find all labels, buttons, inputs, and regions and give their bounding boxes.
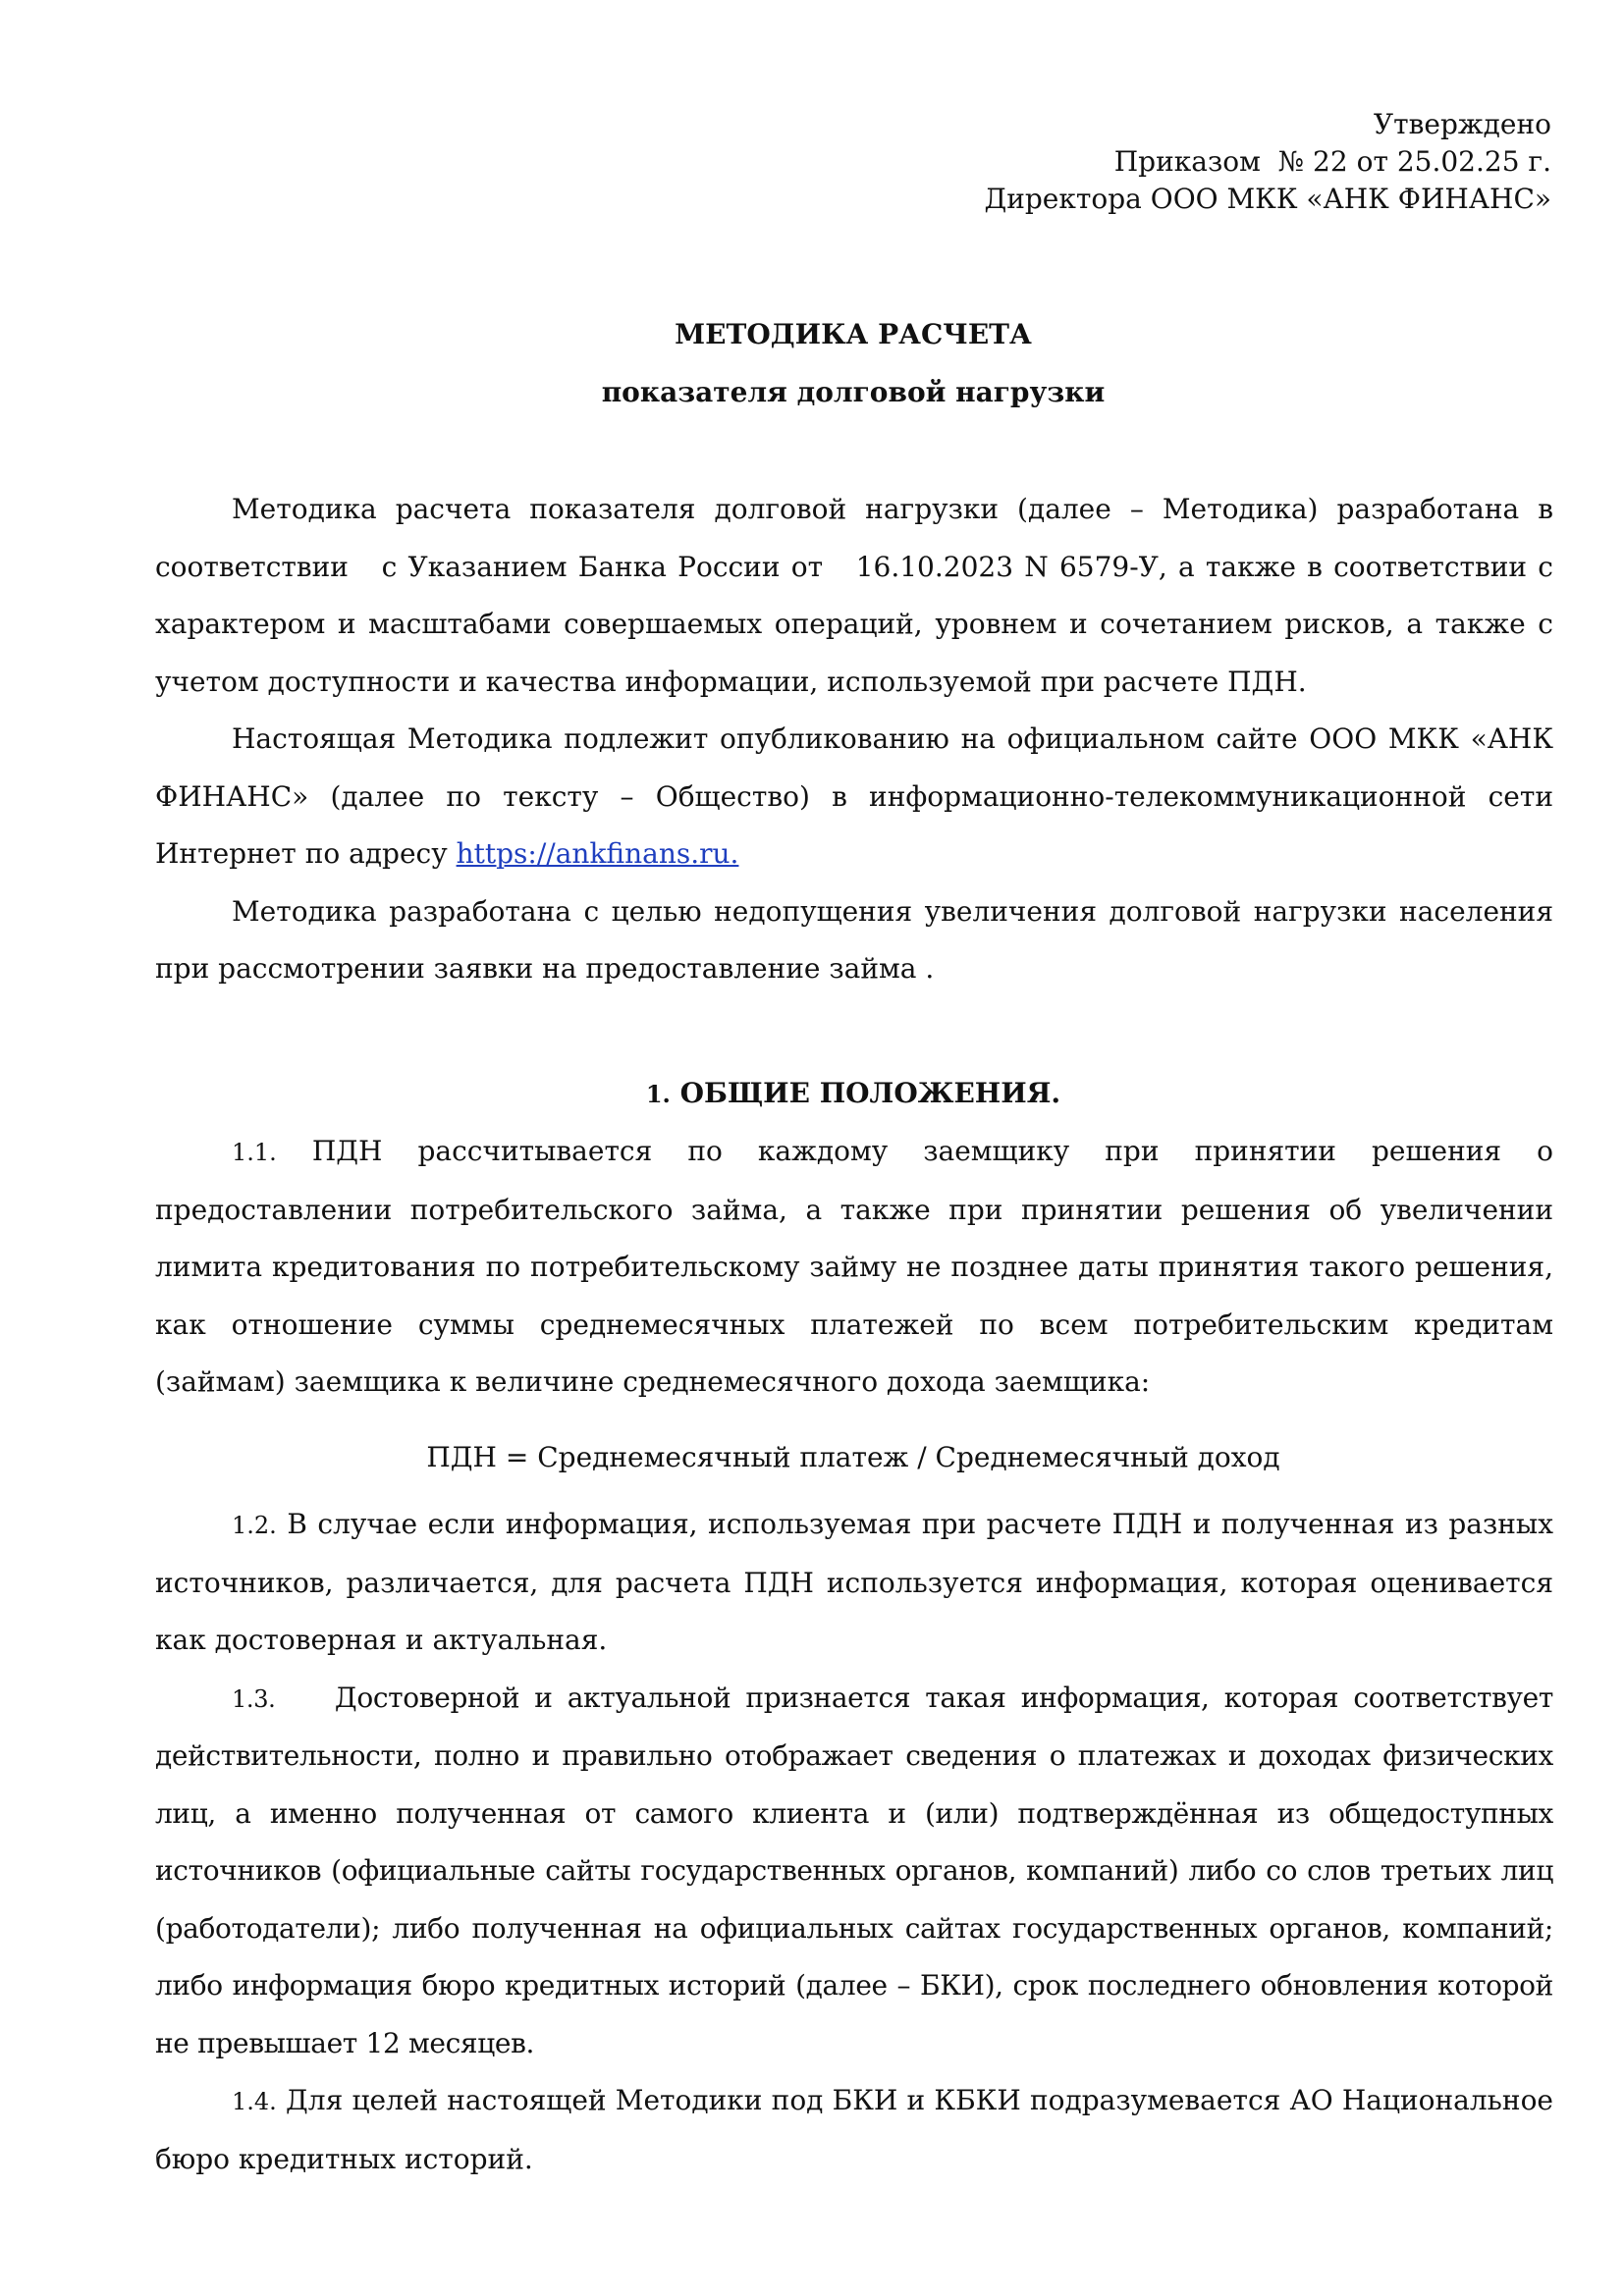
section-1-heading <box>0 1075 1624 1113</box>
approval-line-2: Приказом № 22 от 25.02.25 г. <box>1113 145 1551 178</box>
approval-line-1: Утверждено <box>1373 108 1551 140</box>
intro-paragraph-3: Методика разработана с целью недопущения увеличения долговой нагрузки населения при рассмотрении заявки на предоставление займа . <box>155 894 1553 985</box>
item-1-2-paragraph <box>155 1496 1553 1670</box>
item-1-2-text: В случае если информация, используемая при расчете ПДН и полученная из разных источников, различается, для расчета ПДН используется информация, которая оценивается как достоверная и актуальная. <box>155 1508 1554 1656</box>
item-1-1-paragraph <box>155 1123 1553 1412</box>
intro-section <box>155 481 1562 998</box>
item-1-1-text: ПДН рассчитывается по каждому заемщику при принятии решения о предоставлении потребительского займа, а также при принятии решения об увеличении лимита кредитования по потребительскому займу не позднее даты принятия такого решения, как отношение суммы среднемесячных платежей по всем потребительским кредитам (займам) заемщика к величине среднемесячного дохода заемщика: <box>155 1135 1553 1398</box>
item-1-4-text: Для целей настоящей Методики под БКИ и КБКИ подразумевается АО Национальное бюро кредитных историй. <box>155 2084 1553 2175</box>
item-1-1-number: 1.1. <box>232 1139 277 1166</box>
intro-paragraph-2-text: Настоящая Методика подлежит опубликованию на официальном сайте ООО МКК «АНК ФИНАНС» (далее по тексту – Общество) в информационно-телекоммуникационной сети Интернет по адресу <box>155 722 1553 870</box>
section-1-item-1 <box>155 1123 1553 1412</box>
pdn-formula: ПДН = Среднемесячный платеж / Среднемесячный доход <box>426 1441 1280 1473</box>
site-link[interactable]: https://ankfinans.ru. <box>456 837 739 870</box>
item-1-3-paragraph <box>155 1670 1553 2073</box>
section-1-items-rest <box>155 1496 1553 2188</box>
item-1-4-paragraph <box>155 2072 1553 2188</box>
document-subtitle: показателя долговой нагрузки <box>601 376 1106 408</box>
document-title: МЕТОДИКА РАСЧЕТА <box>675 318 1032 350</box>
approval-block <box>668 106 1551 218</box>
item-1-3-number: 1.3. <box>232 1684 276 1713</box>
intro-paragraph-2 <box>155 711 1553 883</box>
item-1-3-text: Достоверной и актуальной признается такая информация, которая соответствует действительности, полно и правильно отображает сведения о платежах и доходах физических лиц, а именно полученная от самого клиента и (или) подтверждённая из общедоступных источников (официальные сайты государственных органов, компаний) либо со слов третьих лиц (работодатели); либо полученная на официальных сайтах государственных органов, компаний; либо информация бюро кредитных историй (далее – БКИ), срок последнего обновления которой не превышает 12 месяцев. <box>155 1681 1553 2059</box>
approval-line-3: Директора ООО МКК «АНК ФИНАНС» <box>984 183 1551 215</box>
intro-paragraph-1: Методика расчета показателя долговой нагрузки (далее – Методика) разработана в соответствии с Указанием Банка России от 16.10.2023 N 6579-У, а также в соответствии с характером и масштабами совершаемых операций, уровнем и сочетанием рисков, а также с учетом доступности и качества информации, используемой при расчете ПДН. <box>155 493 1562 698</box>
item-1-4-number: 1.4. <box>232 2088 277 2115</box>
section-1-number: 1. <box>645 1080 671 1108</box>
item-1-2-number: 1.2. <box>232 1512 277 1539</box>
section-1-title: ОБЩИЕ ПОЛОЖЕНИЯ. <box>679 1077 1061 1109</box>
